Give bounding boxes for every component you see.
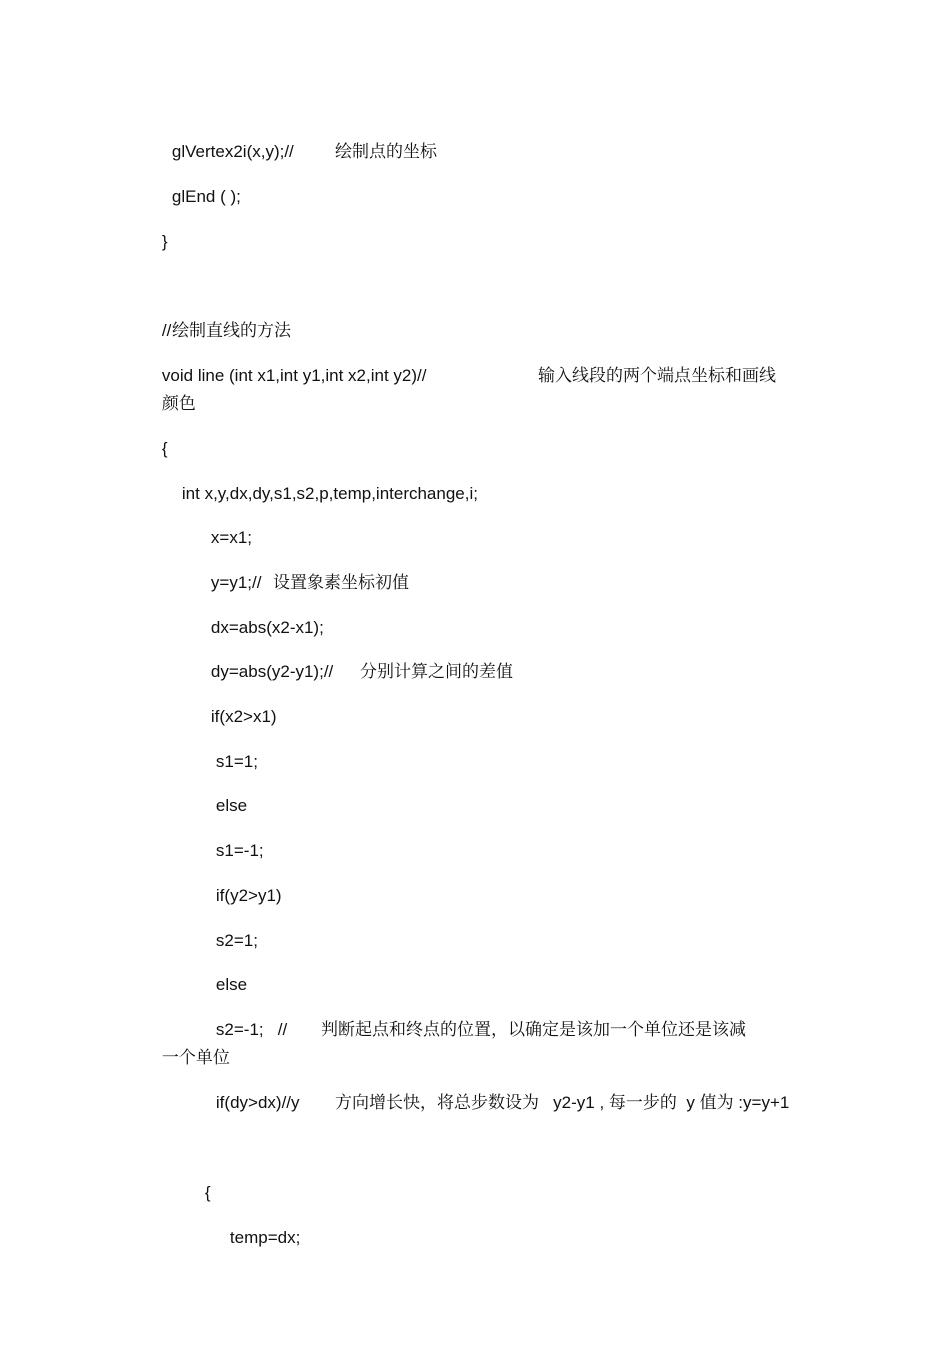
code-text: { <box>204 1183 211 1202</box>
code-text: dx=abs(x2-x1); <box>210 618 324 637</box>
code-comment: 输入线段的两个端点坐标和画线 <box>538 366 776 385</box>
code-text: 颜色 <box>161 394 196 413</box>
code-comment: 设置象素坐标初值 <box>273 573 409 592</box>
code-text: else <box>215 796 248 815</box>
code-comment: 分别计算之间的差值 <box>360 662 513 681</box>
code-text: { <box>161 439 168 458</box>
code-line <box>211 1208 300 1268</box>
code-text: if(x2>x1) <box>210 707 277 726</box>
code-text: s1=-1; <box>215 841 264 860</box>
code-text: y=y1;// <box>210 573 262 592</box>
code-text: dy=abs(y2-y1);// <box>210 662 334 681</box>
code-line <box>197 1073 790 1133</box>
code-text: void line (int x1,int y1,int x2,int y2)// <box>161 366 427 385</box>
code-comment: 绘制点的坐标 <box>335 142 437 161</box>
code-text: int x,y,dx,dy,s1,s2,p,temp,interchange,i; <box>181 484 478 503</box>
code-line <box>143 212 168 272</box>
code-text: glVertex2i(x,y);// <box>171 142 294 161</box>
code-text: else <box>215 975 248 994</box>
code-line <box>186 1163 211 1223</box>
code-text: 一个单位 <box>161 1048 230 1067</box>
code-text: } <box>161 232 168 251</box>
code-text: x=x1; <box>210 528 253 547</box>
code-text: s2=-1; // <box>215 1020 288 1039</box>
code-text: if(y2>y1) <box>215 886 282 905</box>
code-text: s2=1; <box>215 931 258 950</box>
code-text: temp=dx; <box>229 1228 301 1247</box>
code-comment: 方向增长快，将总步数设为 y2-y1 , 每一步的 y 值为 :y=y+1 <box>335 1093 790 1112</box>
code-text: s1=1; <box>215 752 258 771</box>
code-comment: 绘制直线的方法 <box>172 321 291 340</box>
code-text: // <box>161 321 172 340</box>
code-text: glEnd ( ); <box>171 187 241 206</box>
code-text: if(dy>dx)//y <box>215 1093 300 1112</box>
code-comment: 判断起点和终点的位置，以确定是该加一个单位还是该减 <box>321 1020 746 1039</box>
